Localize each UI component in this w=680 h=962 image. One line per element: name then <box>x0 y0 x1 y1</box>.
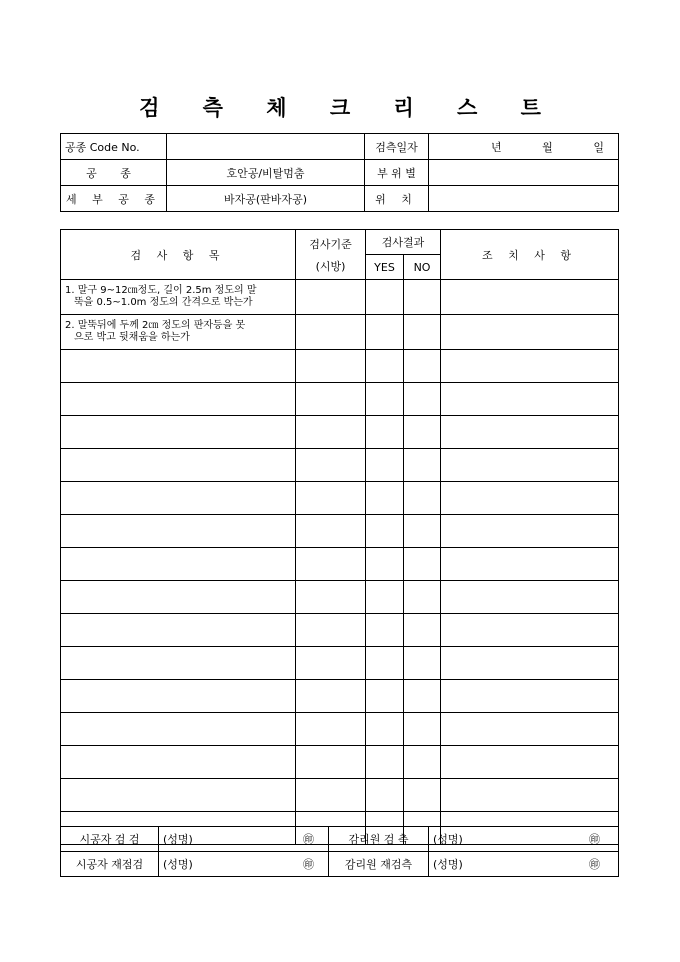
table-row <box>61 280 619 315</box>
yes-cell[interactable] <box>366 383 404 416</box>
check-item-line: 뚝을 0.5~1.0m 정도의 간격으로 박는가 <box>74 297 253 308</box>
supervisor-inspect-label: 감리원 검 측 <box>329 827 429 852</box>
info-table <box>60 133 619 212</box>
no-cell[interactable] <box>404 746 441 779</box>
yes-header: YES <box>366 255 404 280</box>
item-cell[interactable] <box>61 713 296 746</box>
action-cell[interactable] <box>441 350 619 383</box>
action-cell[interactable] <box>441 746 619 779</box>
table-row <box>61 746 619 779</box>
yes-cell[interactable] <box>366 449 404 482</box>
no-cell[interactable] <box>404 383 441 416</box>
item-cell[interactable] <box>61 482 296 515</box>
seal-icon: ㊞ <box>303 833 314 846</box>
table-row <box>61 581 619 614</box>
checklist-table <box>60 229 619 845</box>
result-header: 검사결과 <box>366 230 441 255</box>
standard-header <box>296 230 366 280</box>
action-cell[interactable] <box>441 614 619 647</box>
info-row-code <box>61 134 619 160</box>
table-row <box>61 713 619 746</box>
action-header: 조 치 사 항 <box>441 230 619 280</box>
action-cell[interactable] <box>441 515 619 548</box>
location-label: 위 치 <box>365 186 429 212</box>
check-item-line: 2. 말뚝뒤에 두께 2㎝ 정도의 판자등을 못 <box>65 320 246 331</box>
standard-cell[interactable] <box>296 350 366 383</box>
yes-cell[interactable] <box>366 614 404 647</box>
action-cell[interactable] <box>441 647 619 680</box>
item-cell[interactable] <box>61 383 296 416</box>
yes-cell[interactable] <box>366 280 404 315</box>
item-cell[interactable] <box>61 779 296 812</box>
standard-cell[interactable] <box>296 779 366 812</box>
check-item <box>61 280 296 315</box>
standard-cell[interactable] <box>296 548 366 581</box>
yes-cell[interactable] <box>366 482 404 515</box>
standard-cell[interactable] <box>296 449 366 482</box>
no-cell[interactable] <box>404 515 441 548</box>
no-cell[interactable] <box>404 449 441 482</box>
action-cell[interactable] <box>441 280 619 315</box>
inspection-date-value[interactable] <box>429 134 619 160</box>
detail-work-label: 세 부 공 종 <box>61 186 167 212</box>
signature-row <box>61 852 619 877</box>
page-title: 검 측 체 크 리 스 트 <box>139 95 559 120</box>
contractor-inspect-label: 시공자 검 검 <box>61 827 159 852</box>
item-cell[interactable] <box>61 548 296 581</box>
no-cell[interactable] <box>404 581 441 614</box>
location-value[interactable] <box>429 186 619 212</box>
item-cell[interactable] <box>61 350 296 383</box>
action-cell[interactable] <box>441 315 619 350</box>
item-cell[interactable] <box>61 581 296 614</box>
inspection-date-label: 검측일자 <box>365 134 429 160</box>
yes-cell[interactable] <box>366 315 404 350</box>
signature-table <box>60 826 619 877</box>
code-value[interactable] <box>167 134 365 160</box>
item-cell[interactable] <box>61 746 296 779</box>
info-row-work-type <box>61 160 619 186</box>
standard-header-sub: (시방) <box>315 259 346 273</box>
no-cell[interactable] <box>404 548 441 581</box>
yes-cell[interactable] <box>366 581 404 614</box>
table-row <box>61 449 619 482</box>
seal-icon: ㊞ <box>589 833 600 846</box>
item-cell[interactable] <box>61 515 296 548</box>
standard-cell[interactable] <box>296 713 366 746</box>
no-cell[interactable] <box>404 280 441 315</box>
action-cell[interactable] <box>441 482 619 515</box>
action-cell[interactable] <box>441 680 619 713</box>
supervisor-inspect-sign[interactable] <box>429 827 619 852</box>
table-row <box>61 315 619 350</box>
signature-row <box>61 827 619 852</box>
table-row <box>61 680 619 713</box>
no-cell[interactable] <box>404 350 441 383</box>
standard-cell[interactable] <box>296 614 366 647</box>
detail-work-value[interactable]: 바자공(판바자공) <box>167 186 365 212</box>
name-placeholder: (성명) <box>433 858 463 871</box>
name-placeholder: (성명) <box>433 833 463 846</box>
info-row-detail <box>61 186 619 212</box>
standard-cell[interactable] <box>296 515 366 548</box>
check-item <box>61 315 296 350</box>
table-row <box>61 482 619 515</box>
table-row <box>61 383 619 416</box>
no-header: NO <box>404 255 441 280</box>
no-cell[interactable] <box>404 713 441 746</box>
action-cell[interactable] <box>441 548 619 581</box>
yes-cell[interactable] <box>366 350 404 383</box>
supervisor-reinspect-label: 감리원 재검측 <box>329 852 429 877</box>
yes-cell[interactable] <box>366 779 404 812</box>
table-row <box>61 350 619 383</box>
contractor-inspect-sign[interactable] <box>159 827 329 852</box>
checklist-header-row <box>61 230 619 255</box>
action-cell[interactable] <box>441 581 619 614</box>
no-cell[interactable] <box>404 680 441 713</box>
yes-cell[interactable] <box>366 515 404 548</box>
name-placeholder: (성명) <box>163 833 193 846</box>
standard-cell[interactable] <box>296 416 366 449</box>
table-row <box>61 548 619 581</box>
yes-cell[interactable] <box>366 713 404 746</box>
yes-cell[interactable] <box>366 647 404 680</box>
standard-cell[interactable] <box>296 680 366 713</box>
table-row <box>61 515 619 548</box>
standard-cell[interactable] <box>296 581 366 614</box>
item-cell[interactable] <box>61 416 296 449</box>
yes-cell[interactable] <box>366 746 404 779</box>
contractor-reinspect-label: 시공자 재점검 <box>61 852 159 877</box>
seal-icon: ㊞ <box>303 858 314 871</box>
check-item-line: 으로 박고 뒷채움을 하는가 <box>74 332 190 343</box>
code-label: 공종 Code No. <box>61 134 167 160</box>
supervisor-reinspect-sign[interactable] <box>429 852 619 877</box>
item-header: 검 사 항 목 <box>61 230 296 280</box>
standard-cell[interactable] <box>296 746 366 779</box>
contractor-reinspect-sign[interactable] <box>159 852 329 877</box>
yes-cell[interactable] <box>366 416 404 449</box>
part-label: 부 위 별 <box>365 160 429 186</box>
no-cell[interactable] <box>404 315 441 350</box>
table-row <box>61 779 619 812</box>
no-cell[interactable] <box>404 416 441 449</box>
standard-cell[interactable] <box>296 383 366 416</box>
no-cell[interactable] <box>404 614 441 647</box>
item-cell[interactable] <box>61 614 296 647</box>
no-cell[interactable] <box>404 482 441 515</box>
standard-cell[interactable] <box>296 315 366 350</box>
work-type-label: 공 종 <box>61 160 167 186</box>
no-cell[interactable] <box>404 647 441 680</box>
standard-header-label: 검사기준 <box>309 237 352 251</box>
standard-cell[interactable] <box>296 280 366 315</box>
part-value[interactable] <box>429 160 619 186</box>
month-label: 월 <box>542 140 553 154</box>
no-cell[interactable] <box>404 779 441 812</box>
year-label: 년 <box>491 140 502 154</box>
item-cell[interactable] <box>61 647 296 680</box>
item-cell[interactable] <box>61 680 296 713</box>
seal-icon: ㊞ <box>589 858 600 871</box>
action-cell[interactable] <box>441 713 619 746</box>
standard-cell[interactable] <box>296 647 366 680</box>
standard-cell[interactable] <box>296 482 366 515</box>
action-cell[interactable] <box>441 383 619 416</box>
table-row <box>61 647 619 680</box>
name-placeholder: (성명) <box>163 858 193 871</box>
action-cell[interactable] <box>441 449 619 482</box>
work-type-value[interactable]: 호안공/비탈멈춤 <box>167 160 365 186</box>
table-row <box>61 416 619 449</box>
yes-cell[interactable] <box>366 548 404 581</box>
check-item-line: 1. 말구 9~12㎝정도, 길이 2.5m 정도의 말 <box>65 285 257 296</box>
action-cell[interactable] <box>441 779 619 812</box>
day-label: 일 <box>593 140 604 154</box>
table-row <box>61 614 619 647</box>
action-cell[interactable] <box>441 416 619 449</box>
item-cell[interactable] <box>61 449 296 482</box>
yes-cell[interactable] <box>366 680 404 713</box>
